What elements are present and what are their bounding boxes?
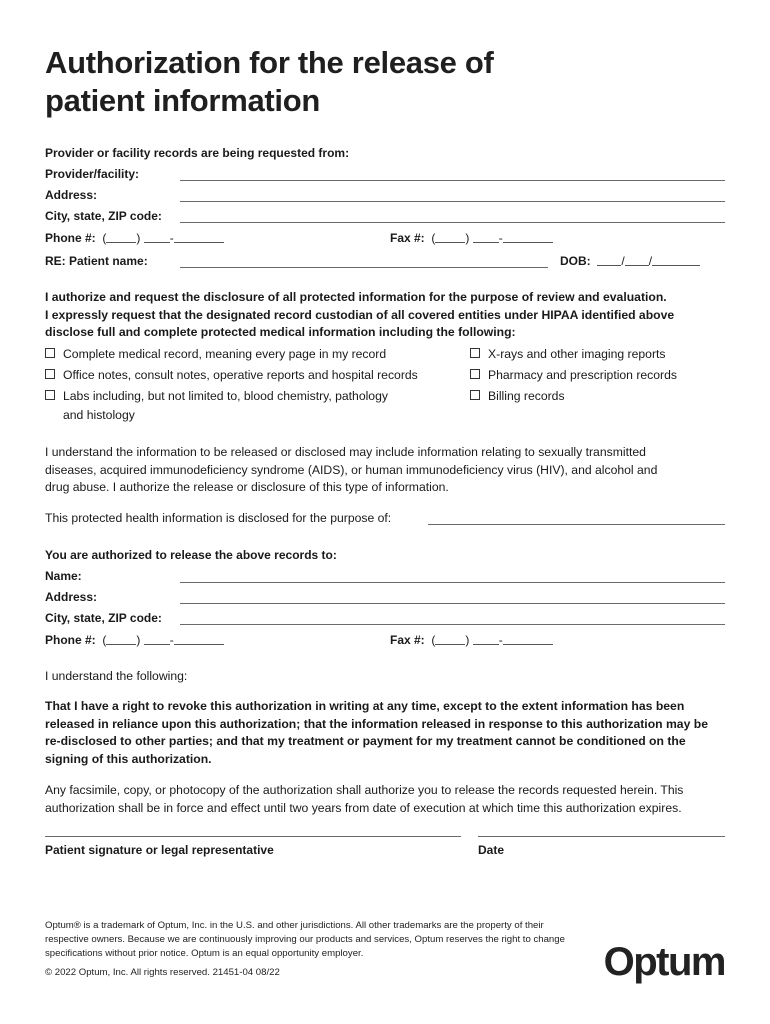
understand-info-line-1: I understand the information to be released or disclosed may include information relating to sexually transmitted [45,445,646,459]
authorize-line-3: disclose full and complete protected medical information including the following: [45,325,516,339]
checkbox-icon[interactable] [45,390,55,400]
release-city-label: City, state, ZIP code: [45,611,162,625]
provider-city-label: City, state, ZIP code: [45,209,162,223]
provider-facility-line[interactable] [180,180,725,181]
authorize-line-1: I authorize and request the disclosure of all protected information for the purpose of review and evaluation. [45,290,667,304]
optum-logo: Optum [603,940,725,984]
release-name-label: Name: [45,569,82,583]
provider-city-line[interactable] [180,222,725,223]
footer-line-3: specifications without prior notice. Optum is an equal opportunity employer. [45,948,364,959]
provider-address-line[interactable] [180,201,725,202]
title-line-1: Authorization for the release of [45,45,494,80]
release-city-line[interactable] [180,624,725,625]
provider-fax-field[interactable]: Fax #: ( ) - [390,231,553,245]
dob-field[interactable]: DOB: / / [560,254,700,268]
release-address-label: Address: [45,590,98,604]
checkbox-label: Billing records [488,389,565,403]
understand-info-line-2: diseases, acquired immunodeficiency syndrome (AIDS), or human immunodeficiency virus (HIV), and alcohol and [45,462,658,477]
authorize-text [45,289,674,342]
title-line-2: patient information [45,83,321,118]
checkbox-labs[interactable] [45,389,388,403]
authorize-line-2: I expressly request that the designated record custodian of all covered entities under HIPAA identified above [45,307,675,322]
facsimile-line-2: authorization shall be in force and effect until two years from date of execution at which time this authorization expires. [45,800,682,815]
purpose-line[interactable] [428,524,725,525]
checkbox-label: Office notes, consult notes, operative reports and hospital records [63,368,418,382]
provider-fax-label: Fax #: [390,231,425,245]
page-title [45,44,494,120]
facsimile-line-1: Any facsimile, copy, or photocopy of the authorization shall authorize you to release the records requested herein. This [45,783,684,797]
understand-info-text [45,444,657,497]
footer-line-2: respective owners. Because we are continuously improving our products and services, Optum reserves the right to change [45,934,565,945]
signature-line[interactable] [45,836,461,837]
release-fax-label: Fax #: [390,633,425,647]
checkbox-icon[interactable] [45,348,55,358]
checkbox-complete-record[interactable] [45,347,386,361]
understand-following: I understand the following: [45,669,188,683]
revoke-line-2: released in reliance upon this authorization; that the information released in response to this authorization may be [45,716,708,731]
revoke-line-3: re-disclosed to other parties; and that my treatment or payment for my treatment cannot be conditioned on the [45,734,686,748]
checkbox-icon[interactable] [45,369,55,379]
release-heading: You are authorized to release the above records to: [45,548,337,562]
purpose-label: This protected health information is disclosed for the purpose of: [45,511,392,525]
revoke-line-4: signing of this authorization. [45,751,212,766]
footer-line-1: Optum® is a trademark of Optum, Inc. in the U.S. and other jurisdictions. All other trademarks are the property of their [45,920,544,931]
release-phone-label: Phone #: [45,633,96,647]
checkbox-pharmacy[interactable] [470,368,677,382]
checkbox-label: X-rays and other imaging reports [488,347,666,361]
patient-name-line[interactable] [180,267,548,268]
provider-phone-label: Phone #: [45,231,96,245]
checkbox-label: Complete medical record, meaning every page in my record [63,347,387,361]
checkbox-office-notes[interactable] [45,368,418,382]
release-fax-field[interactable]: Fax #: ( ) - [390,633,553,647]
signature-label: Patient signature or legal representative [45,843,274,857]
date-label: Date [478,843,505,857]
release-phone-field[interactable]: Phone #: ( ) - [45,633,224,647]
checkbox-icon[interactable] [470,390,480,400]
checkbox-label: Pharmacy and prescription records [488,368,677,382]
date-line[interactable] [478,836,725,837]
footer-disclaimer [45,919,565,961]
provider-heading: Provider or facility records are being requested from: [45,146,350,160]
checkbox-icon[interactable] [470,369,480,379]
release-name-line[interactable] [180,582,725,583]
release-address-line[interactable] [180,603,725,604]
dob-label: DOB: [560,254,591,268]
facsimile-text [45,782,683,817]
provider-facility-label: Provider/facility: [45,167,140,181]
checkbox-icon[interactable] [470,348,480,358]
checkbox-labs-continued: and histology [63,408,135,422]
patient-name-label: RE: Patient name: [45,254,148,268]
checkbox-xrays[interactable] [470,347,665,361]
checkbox-billing[interactable] [470,389,565,403]
checkbox-label: Labs including, but not limited to, blood chemistry, pathology [63,389,388,403]
provider-phone-field[interactable]: Phone #: ( ) - [45,231,224,245]
revoke-line-1: That I have a right to revoke this authorization in writing at any time, except to the extent information has been [45,699,685,713]
provider-address-label: Address: [45,188,98,202]
understand-info-line-3: drug abuse. I authorize the release or disclosure of this type of information. [45,480,449,494]
footer-copyright: © 2022 Optum, Inc. All rights reserved. 21451-04 08/22 [45,967,280,978]
revoke-text [45,698,708,768]
